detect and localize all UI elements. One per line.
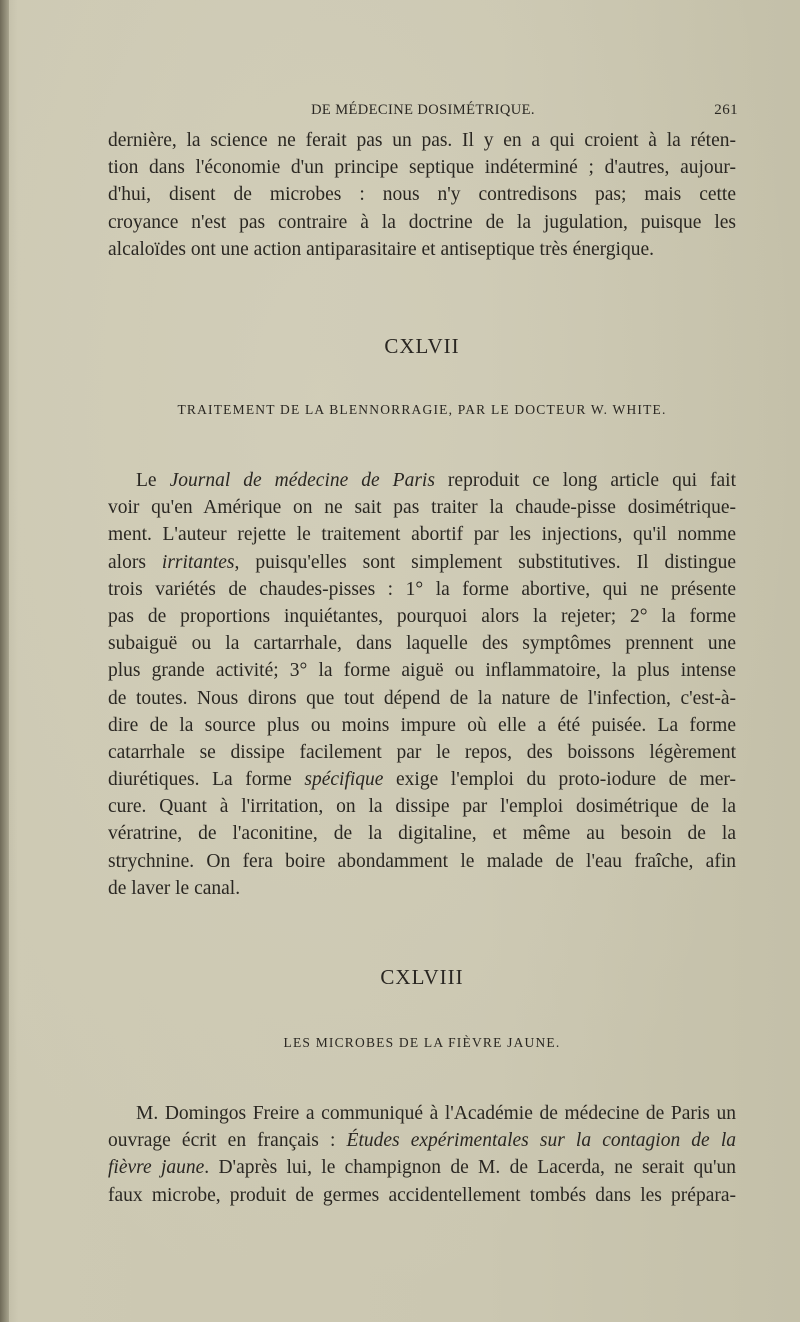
running-title: DE MÉDECINE DOSIMÉTRIQUE. bbox=[311, 102, 535, 118]
text-line: M. Domingos Freire a communiqué à l'Académie de médecine de Paris un bbox=[136, 1103, 736, 1124]
running-head bbox=[108, 102, 738, 124]
text-line: dire de la source plus ou moins impure où elle a été puisée. La forme bbox=[108, 714, 736, 736]
section-number: CXLVII bbox=[384, 334, 460, 358]
text-line: faux microbe, produit de germes accidentellement tombés dans les prépara- bbox=[108, 1184, 736, 1206]
text-line: d'hui, disent de microbes : nous n'y contredisons pas; mais cette bbox=[108, 184, 736, 206]
text-line: pas de proportions inquiétantes, pourquoi alors la rejeter; 2° la forme bbox=[108, 605, 736, 627]
text-line: diurétiques. La forme spécifique exige l'emploi du proto-iodure de mer- bbox=[108, 769, 736, 791]
text-line: voir qu'en Amérique on ne sait pas traiter la chaude-pisse dosimétrique- bbox=[108, 497, 736, 519]
text-line: cure. Quant à l'irritation, on la dissipe par l'emploi dosimétrique de la bbox=[108, 796, 736, 818]
text-line: catarrhale se dissipe facilement par le repos, des boissons légèrement bbox=[108, 741, 736, 763]
text-line: tion dans l'économie d'un principe septique indéterminé ; d'autres, aujour- bbox=[108, 157, 736, 179]
text-line: plus grande activité; 3° la forme aiguë ou inflammatoire, la plus intense bbox=[108, 660, 736, 682]
text-line: Le Journal de médecine de Paris reproduit ce long article qui fait bbox=[136, 470, 736, 491]
text-line: vératrine, de l'aconitine, de la digitaline, et même au besoin de la bbox=[108, 823, 736, 845]
text-line: alors irritantes, puisqu'elles sont simplement substitutives. Il distingue bbox=[108, 551, 736, 573]
book-title: fièvre jaune bbox=[108, 1157, 205, 1179]
text-line: croyance n'est pas contraire à la doctrine de la jugulation, puisque les bbox=[108, 211, 736, 233]
emphasis: spécifique bbox=[304, 769, 384, 791]
emphasis: irritantes bbox=[161, 551, 235, 573]
section-title: TRAITEMENT DE LA BLENNORRAGIE, PAR LE DOCTEUR W. WHITE. bbox=[177, 402, 667, 417]
text-line: de laver le canal. bbox=[108, 877, 241, 899]
text-line: de toutes. Nous dirons que tout dépend de la nature de l'infection, c'est-à- bbox=[108, 687, 736, 709]
journal-title: Journal de médecine de Paris bbox=[169, 470, 435, 491]
section-number: CXLVIII bbox=[380, 965, 464, 989]
text-line: strychnine. On fera boire abondamment le malade de l'eau fraîche, afin bbox=[108, 850, 736, 872]
text-line: alcaloïdes ont une action antiparasitaire et antiseptique très énergique. bbox=[108, 238, 654, 260]
text-line: dernière, la science ne ferait pas un pas. Il y en a qui croient à la réten- bbox=[108, 130, 736, 151]
page-number: 261 bbox=[714, 102, 738, 118]
section-body-paragraph bbox=[108, 1100, 736, 1209]
text-line: subaiguë ou la cartarrhale, dans laquelle des symptômes prennent une bbox=[108, 633, 736, 655]
intro-paragraph bbox=[108, 127, 736, 263]
book-title: Études expérimentales sur la contagion de la bbox=[346, 1130, 736, 1152]
text-line: trois variétés de chaudes-pisses : 1° la forme abortive, qui ne présente bbox=[108, 578, 736, 600]
section-title: LES MICROBES DE LA FIÈVRE JAUNE. bbox=[283, 1035, 561, 1050]
page-binding-edge bbox=[0, 0, 9, 1322]
text-line: ouvrage écrit en français : Études expérimentales sur la contagion de la bbox=[108, 1130, 736, 1152]
text-line: fièvre jaune. D'après lui, le champignon de M. de Lacerda, ne serait qu'un bbox=[108, 1157, 736, 1179]
text-line: ment. L'auteur rejette le traitement abortif par les injections, qu'il nomme bbox=[108, 524, 736, 546]
section-body-paragraph bbox=[108, 467, 736, 902]
